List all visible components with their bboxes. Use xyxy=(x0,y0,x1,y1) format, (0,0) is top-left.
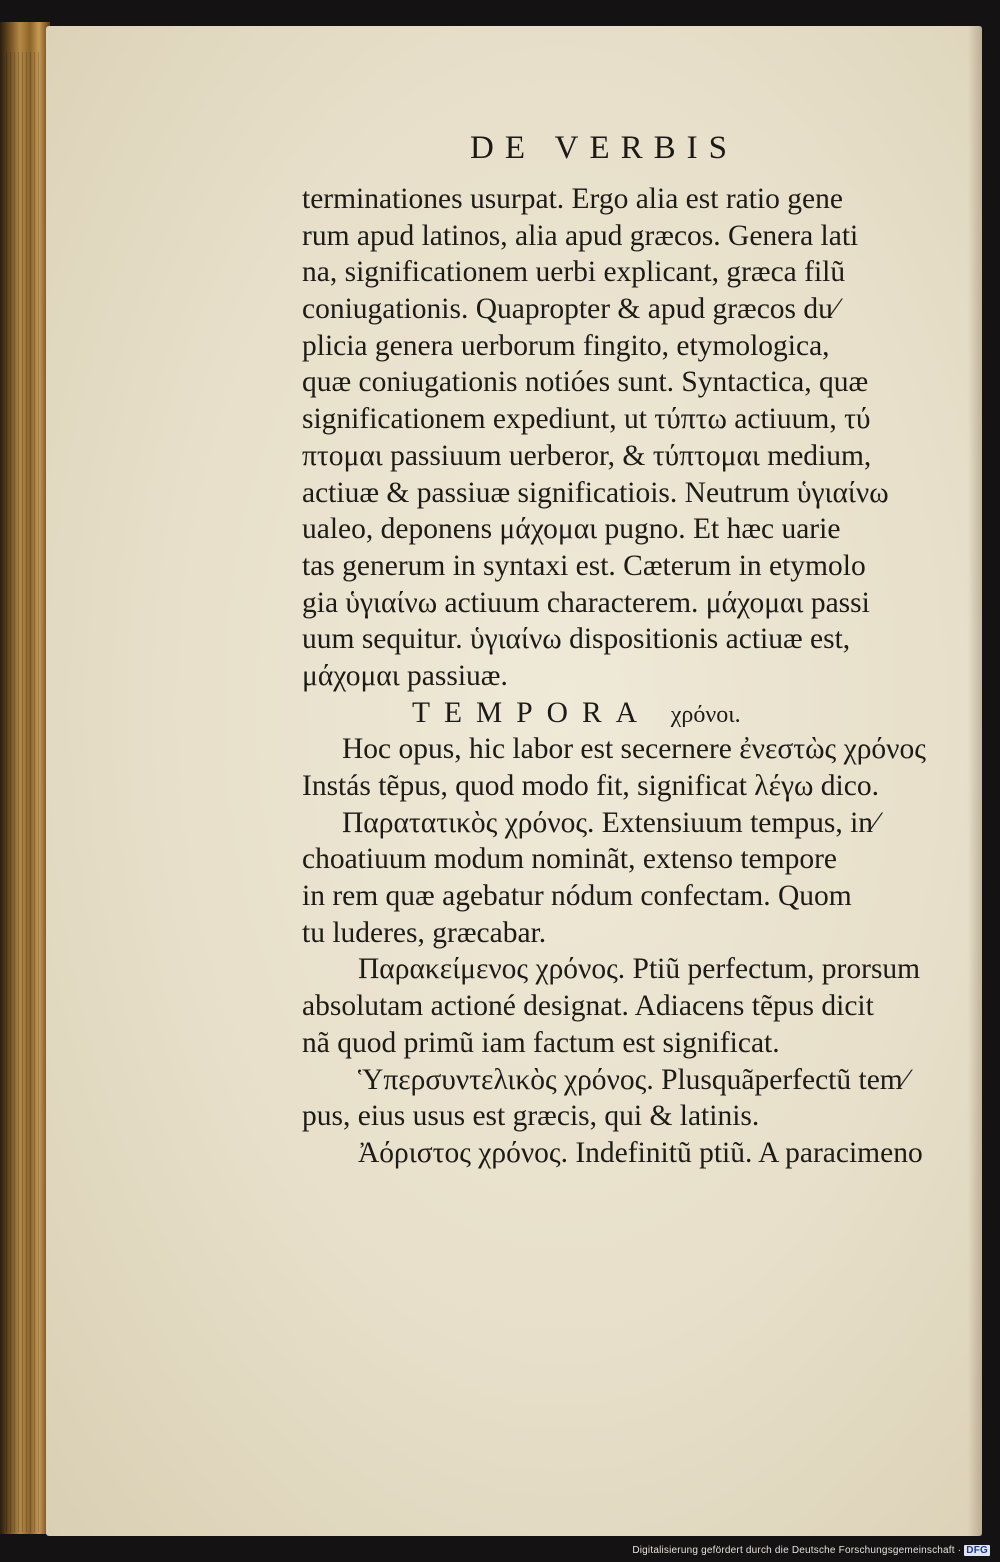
text-line xyxy=(302,218,942,255)
text-line xyxy=(302,1098,942,1135)
line-text: tas generum in syntaxi est. Cæterum in etymolo xyxy=(302,549,866,582)
heading-greek: χρόνοι. xyxy=(670,701,741,728)
line-text: terminationes usurpat. Ergo alia est ratio gene xyxy=(302,183,843,215)
running-header: DE VERBIS xyxy=(470,130,738,166)
line-text: gia ὑγιαίνω actiuum characterem. μάχομαι passi xyxy=(302,586,870,619)
line-text: tu luderes, græcabar. xyxy=(302,916,547,949)
dfg-logo: DFG xyxy=(966,1545,988,1556)
text-line xyxy=(302,805,942,842)
line-text: rum apud latinos, alia apud græcos. Genera lati xyxy=(302,219,859,252)
line-text: significationem expediunt, ut τύπτω actiuum, τύ xyxy=(302,403,871,436)
text-line xyxy=(302,841,942,878)
line-text: coniugationis. Quapropter & apud græcos du⁄ xyxy=(302,293,838,326)
line-text: pus, eius usus est græcis, qui & latinis. xyxy=(302,1100,760,1133)
line-text: absolutam actioné designat. Adiacens tẽpus dicit xyxy=(302,990,874,1023)
text-line xyxy=(302,548,942,585)
text-line xyxy=(302,988,942,1025)
line-text: Ὑπερσυντελικὸς χρόνος. Plusquãperfectũ tem⁄ xyxy=(358,1063,908,1096)
text-line xyxy=(302,585,942,622)
line-text: πτομαι passiuum uerberor, & τύπτομαι medium, xyxy=(302,439,872,472)
text-line xyxy=(302,951,942,988)
digitization-credit xyxy=(632,1545,990,1556)
line-text: quæ coniugationis notióes sunt. Syntactica, quæ xyxy=(302,366,869,399)
line-text: Hoc opus, hic labor est secernere ἐνεστὼς χρόνος xyxy=(342,733,926,766)
text-line xyxy=(302,181,942,218)
body-text xyxy=(302,181,942,1172)
section-heading xyxy=(302,695,942,732)
line-text: Ἀόριστος χρόνος. Indefinitũ ptiũ. A paracimeno xyxy=(358,1136,923,1169)
line-text: actiuæ & passiuæ significatiois. Neutrum ὑγιαίνω xyxy=(302,476,889,509)
text-line xyxy=(302,401,942,438)
text-line xyxy=(302,511,942,548)
line-text: TEMPORA xyxy=(412,696,650,729)
line-text: Instás tẽpus, quod modo fit, significat λέγω dico. xyxy=(302,770,879,802)
credit-text: Digitalisierung gefördert durch die Deutsche Forschungsgemeinschaft · xyxy=(632,1545,962,1556)
line-text: plicia genera uerborum fingito, etymologica, xyxy=(302,329,830,362)
line-text: nã quod primũ iam factum est significat. xyxy=(302,1026,780,1059)
line-text: choatiuum modum nominãt, extenso tempore xyxy=(302,843,837,876)
text-line xyxy=(302,768,942,805)
text-line xyxy=(302,1025,942,1062)
line-text: ualeo, deponens μάχομαι pugno. Et hæc uarie xyxy=(302,513,841,546)
text-line xyxy=(302,1135,942,1172)
text-line xyxy=(302,1062,942,1099)
text-line xyxy=(302,878,942,915)
line-text: Παρατατικὸς χρόνος. Extensiuum tempus, in⁄ xyxy=(342,806,878,839)
book-spine xyxy=(0,22,50,1534)
text-line xyxy=(302,475,942,512)
text-line xyxy=(302,915,942,952)
line-text: uum sequitur. ὑγιαίνω dispositionis actiuæ est, xyxy=(302,623,851,656)
line-text: na, significationem uerbi explicant, græca filũ xyxy=(302,256,846,289)
text-line xyxy=(302,731,942,768)
line-text: Παρακείμενος χρόνος. Ptiũ perfectum, prorsum xyxy=(358,953,921,986)
text-line xyxy=(302,254,942,291)
page-shadow xyxy=(968,26,982,1536)
text-line xyxy=(302,438,942,475)
text-line xyxy=(302,328,942,365)
text-line xyxy=(302,621,942,658)
text-line xyxy=(302,658,942,695)
line-text: μάχομαι passiuæ. xyxy=(302,659,508,692)
text-line xyxy=(302,291,942,328)
text-line xyxy=(302,364,942,401)
page-edges xyxy=(6,52,42,1532)
line-text: in rem quæ agebatur nódum confectam. Quom xyxy=(302,880,852,913)
